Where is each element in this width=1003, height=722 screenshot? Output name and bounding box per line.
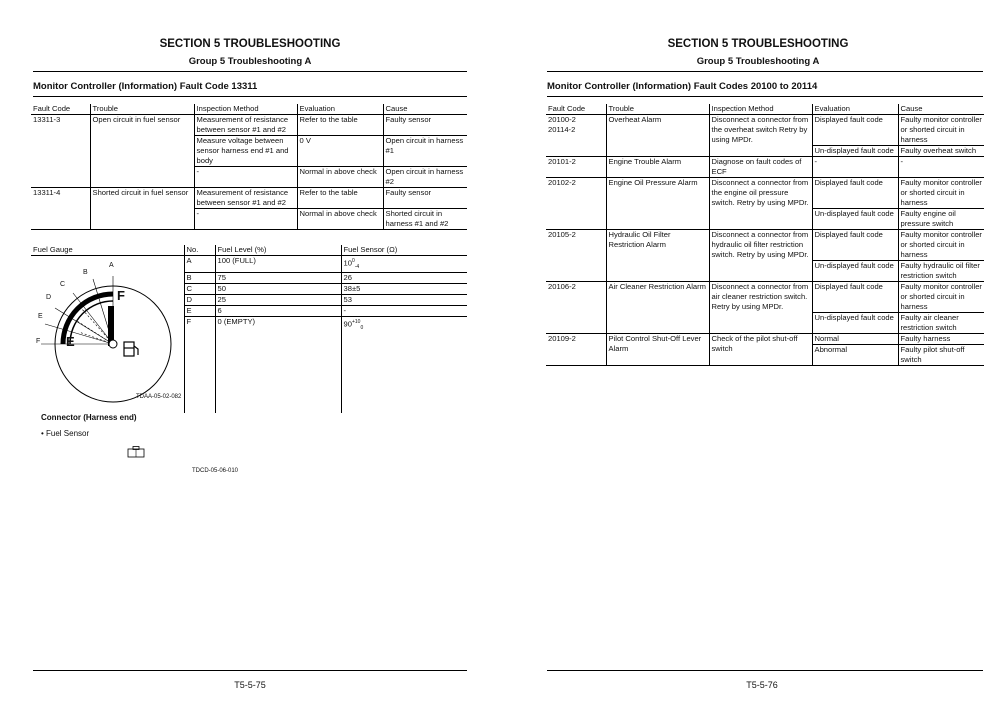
col-header: Fuel Sensor (Ω): [341, 245, 467, 256]
col-header: Evaluation: [297, 104, 383, 115]
col-header: Cause: [383, 104, 467, 115]
table-row: 20105-2 Hydraulic Oil Filter Restriction Alarm Disconnect a connector from hydraulic oil filter restriction switch. Retry by using MPDr. Displayed fault code Faulty monitor controller or shorted circuit in harness: [546, 230, 984, 261]
table-row: Un-displayed fault code Faulty overheat switch: [546, 146, 984, 157]
page-number: T5-5-76: [746, 680, 778, 690]
table-row: B 75 26: [31, 273, 467, 284]
col-header: Fuel Level (%): [215, 245, 341, 256]
table-row: 20106-2 Air Cleaner Restriction Alarm Disconnect a connector from air cleaner restriction switch. Retry by using MPDr. Displayed fault code Faulty monitor controller or shorted circuit in harness: [546, 282, 984, 313]
connector-title: Connector (Harness end): [41, 413, 137, 422]
fault-heading: Monitor Controller (Information) Fault Code 13311: [33, 81, 258, 92]
gauge-letter: B: [83, 269, 88, 276]
table-row: 20100-2 20114-2 Overheat Alarm Disconnect a connector from the overheat switch Retry by using MPDr. Displayed fault code Faulty monitor controller or shorted circuit in harness: [546, 115, 984, 146]
table-row: 20102-2 Engine Oil Pressure Alarm Disconnect a connector from the engine oil pressure switch. Retry by using MPDr. Displayed fault code Faulty monitor controller or shorted circuit in harness: [546, 178, 984, 209]
fault-table-20100: [546, 104, 984, 366]
col-header: Trouble: [606, 104, 709, 115]
figure-id: TDCD-05-06-010: [192, 468, 239, 474]
table-row: 13311-4 Shorted circuit in fuel sensor Measurement of resistance between sensor #1 and #2 Refer to the table Faulty sensor: [31, 188, 467, 209]
divider: [33, 670, 467, 671]
divider: [547, 96, 983, 97]
gauge-letter: E: [38, 313, 43, 320]
table-row: D 25 53: [31, 295, 467, 306]
divider: [547, 71, 983, 72]
figure-id: TDAA-05-02-082: [136, 394, 182, 400]
table-row: 20101-2 Engine Trouble Alarm Diagnose on fault codes of ECF - -: [546, 157, 984, 178]
page-number: T5-5-75: [234, 680, 266, 690]
section-title: SECTION 5 TROUBLESHOOTING: [667, 38, 849, 50]
table-row: Abnormal Faulty pilot shut-off switch: [546, 345, 984, 366]
col-header: Trouble: [90, 104, 194, 115]
table-row: Measure voltage between sensor harness end #1 and body 0 V Open circuit in harness #1: [31, 136, 467, 167]
left-page: [0, 0, 500, 722]
col-header: Inspection Method: [194, 104, 297, 115]
gauge-letter: A: [109, 262, 114, 269]
fuel-gauge-icon: [33, 246, 185, 403]
fuel-gauge-label: Fuel Gauge: [31, 245, 184, 256]
gauge-letter: D: [46, 294, 52, 301]
gauge-letter: C: [60, 281, 66, 288]
table-row: Un-displayed fault code Faulty air cleaner restriction switch: [546, 313, 984, 334]
table-row: Un-displayed fault code Faulty engine oil pressure switch: [546, 209, 984, 230]
connector-item: • Fuel Sensor: [41, 429, 90, 438]
group-title: Group 5 Troubleshooting A: [696, 56, 820, 67]
table-row: 13311-3 Open circuit in fuel sensor Measurement of resistance between sensor #1 and #2 Refer to the table Faulty sensor: [31, 115, 467, 136]
gauge-empty-mark: E: [66, 334, 75, 349]
col-header: Fault Code: [31, 104, 90, 115]
col-header: Fault Code: [546, 104, 606, 115]
divider: [547, 670, 983, 671]
fault-table-13311: [31, 104, 467, 230]
table-row: F 0 (EMPTY) $90^{+10}_0$: [31, 317, 467, 334]
table-row: Un-displayed fault code Faulty hydraulic oil filter restriction switch: [546, 261, 984, 282]
gauge-letter: F: [36, 338, 41, 345]
right-page: [515, 0, 1003, 722]
table-row: - Normal in above check Shorted circuit in harness #1 and #2: [31, 209, 467, 230]
divider: [33, 71, 467, 72]
gauge-full-mark: F: [117, 288, 125, 303]
table-row: 20109-2 Pilot Control Shut-Off Lever Alarm Check of the pilot shut-off switch Normal Faulty harness: [546, 334, 984, 345]
fault-heading: Monitor Controller (Information) Fault Codes 20100 to 20114: [547, 81, 818, 92]
fuel-pump-icon: [124, 342, 138, 356]
fuel-gauge-diagram: [33, 246, 185, 403]
col-header: Inspection Method: [709, 104, 812, 115]
divider: [33, 96, 467, 97]
col-header: No.: [184, 245, 215, 256]
col-header: Evaluation: [812, 104, 898, 115]
section-title: SECTION 5 TROUBLESHOOTING: [159, 38, 341, 50]
col-header: Cause: [898, 104, 984, 115]
table-row: - Normal in above check Open circuit in harness #2: [31, 167, 467, 188]
table-row: C 50 38±5: [31, 284, 467, 295]
connector-icon: [127, 446, 145, 458]
table-row: A 100 (FULL) $10^0_{-4}$: [31, 256, 467, 273]
table-row: E 6 -: [31, 306, 467, 317]
group-title: Group 5 Troubleshooting A: [188, 56, 312, 67]
